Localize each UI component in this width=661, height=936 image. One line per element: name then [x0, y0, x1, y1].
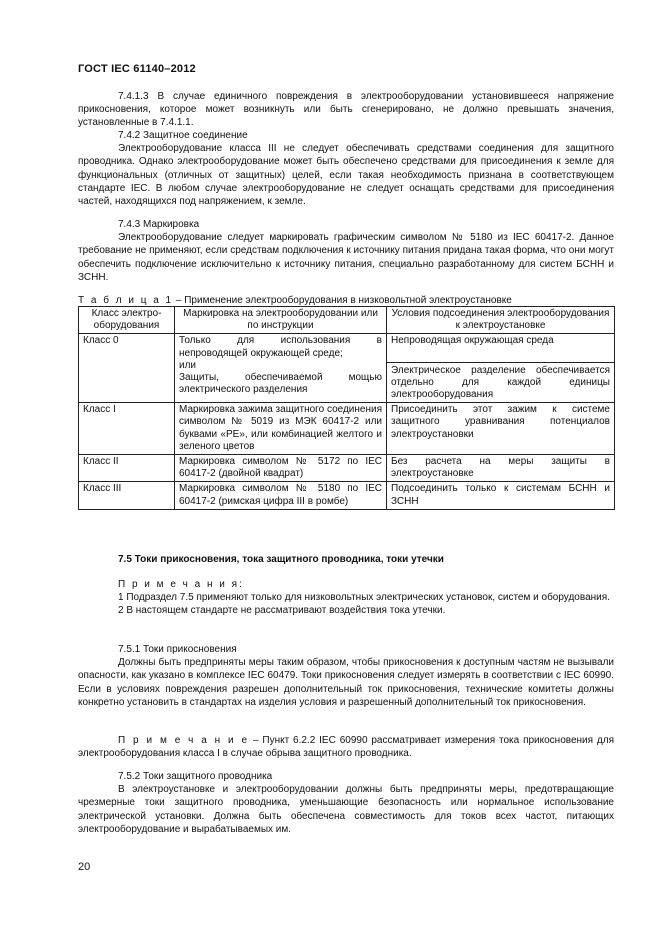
class-cell: Класс III [79, 482, 175, 509]
application-table [78, 306, 615, 510]
clause-7-4-2-heading: 7.4.2 Защитное соединение [118, 130, 248, 141]
note-2: 2 В настоящем стандарте не рассматривают воздействия тока утечки. [118, 605, 446, 617]
clause-7-5-1-note [78, 734, 614, 760]
table-row [79, 334, 615, 403]
clause-7-4-1-3: 7.4.1.3 В случае единичного повреждения в электрооборудовании установившееся напряжение прикосновения, которое может возникнуть или быть сгенерировано, не должно превышать значения, установленные в 7.4.1.1. [78, 91, 614, 129]
marking-cell: Маркировка символом № 5172 по IEC 60417-2 (двойной квадрат) [175, 455, 387, 482]
conditions-cell: Без расчета на меры защиты в электроустановке [387, 455, 615, 482]
table-row [79, 455, 615, 482]
standard-header: ГОСТ IEC 61140–2012 [78, 63, 196, 75]
table-row [79, 482, 615, 509]
conditions-text: Непроводящая окружающая среда [391, 335, 554, 347]
header-conditions: Условия подсоединения электрооборудования к электроустановке [387, 307, 615, 334]
class-cell: Класс 0 [79, 334, 175, 403]
conditions-cell: Подсоединить только к системам БСНН и ЗСНН [387, 482, 615, 509]
page-number: 20 [78, 861, 91, 873]
notes-label: П р и м е ч а н и я: [118, 579, 244, 590]
marking-cell: Маркировка зажима защитного соединения символом № 5019 из МЭК 60417-2 или буквами «PE», или комбинацией желтого и зеленого цветов [175, 403, 387, 455]
table-caption-label: Т а б л и ц а 1 [78, 295, 174, 306]
clause-7-5-1-heading: 7.5.1 Токи прикосновения [118, 644, 237, 655]
conditions-cell [387, 334, 615, 403]
class-cell: Класс II [79, 455, 175, 482]
marking-text: Защиты, обеспечиваемой мощью электрического разделения [179, 372, 382, 396]
header-marking: Маркировка на электрооборудовании или по инструкции [175, 307, 387, 334]
table-header-row [79, 307, 615, 334]
marking-cell: Маркировка символом № 5180 по IEC 60417-2 (римская цифра III в ромбе) [175, 482, 387, 509]
note-1: 1 Подраздел 7.5 применяют только для низковольтных электрических установок, систем и оборудования. [118, 592, 610, 604]
marking-text: или [179, 359, 197, 371]
conditions-text: Электрическое разделение обеспечивается отдельно для каждой единицы электрооборудования [387, 362, 614, 402]
clause-7-4-2-text: Электрооборудование класса III не следует обеспечивать средствами соединения для защитного проводника. Однако электрооборудование может быть обеспечено средствами для присоединения к земле для функциональных (отличных от защитных) целей, если такая необходимость признана в соответствующем стандарте IEC. В любом случае электрооборудование не следует оснащать средствами для присоединения частей, находящихся под напряжением, к земле. [78, 143, 614, 208]
clause-7-5-2-text: В электроустановке и электрооборудовании должны быть предприняты меры, предотвращающие чрезмерные токи защитного проводника, уменьшающие безопасность или нормальное использование электрической установки. Должна быть обеспечена совместимость для токов всех частот, питающих электрооборудование и вырабатываемых им. [78, 784, 614, 835]
table-row [79, 403, 615, 455]
clause-7-4-3-text: Электрооборудование следует маркировать графическим символом № 5180 из IEC 60417-2. Данное требование не применяют, если средствам подключения к источнику питания придана такая форма, что они могут обеспечить подключение исключительно к источнику питания, специально разработанному для систем БСНН и ЗСНН. [78, 232, 614, 283]
table-caption-text: – Применение электрооборудования в низковольтной электроустановке [173, 295, 512, 306]
marking-text: Только для использования в непроводящей окружающей среде; [179, 335, 382, 359]
header-class: Класс электро-оборудования [79, 307, 175, 334]
conditions-cell: Присоединить этот зажим к системе защитного уравнивания потенциалов электроустановки [387, 403, 615, 455]
note-label: П р и м е ч а н и е [118, 735, 250, 746]
application-table-wrap [78, 306, 614, 510]
section-7-5-heading: 7.5 Токи прикосновения, тока защитного проводника, токи утечки [118, 554, 444, 565]
clause-7-5-2-heading: 7.5.2 Токи защитного проводника [118, 771, 273, 782]
clause-7-4-3-heading: 7.4.3 Маркировка [118, 219, 200, 230]
marking-cell [175, 334, 387, 403]
note-text: – Пункт 6.2.2 IEC 60990 рассматривает измерения тока прикосновения для электрооборудования класса I в случае обрыва защитного проводника. [78, 735, 615, 760]
class-cell: Класс I [79, 403, 175, 455]
clause-7-5-1-text: Должны быть предприняты меры таким образом, чтобы прикосновения к доступным частям не вызывали опасности, как указано в комплексе IEC 60479. Токи прикосновения следует измерять в соответствии с IEC 60990. Если в условиях повреждения разрешен дополнительный ток прикосновения, технические комитеты должны конкретно установить в стандартах на изделия условия и разрешенный дополнительный ток прикосновения. [78, 657, 614, 708]
